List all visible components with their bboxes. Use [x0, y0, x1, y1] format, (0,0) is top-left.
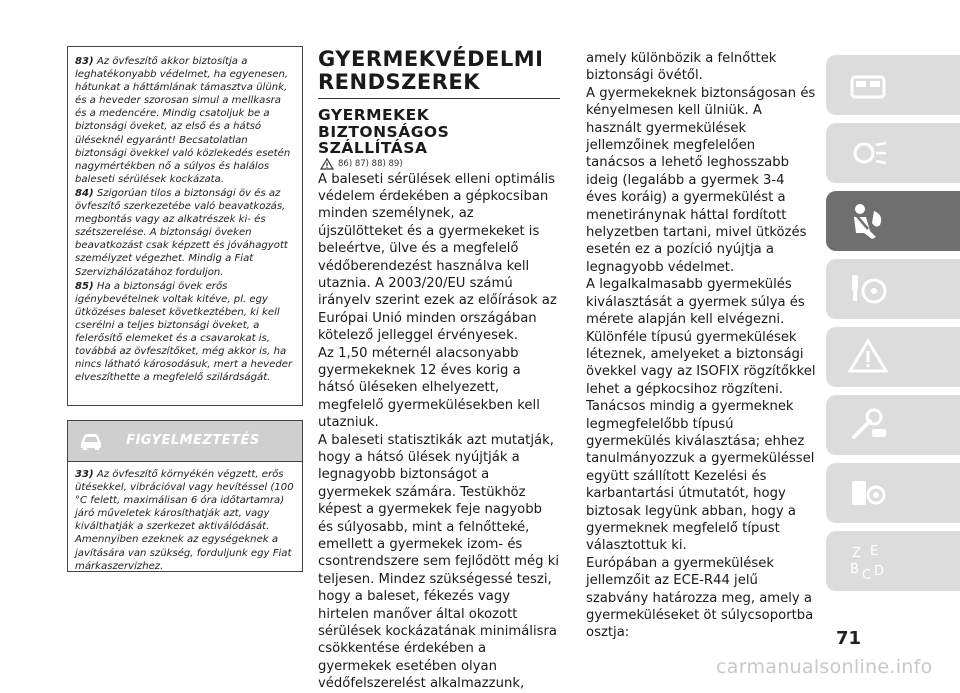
warning-text: Szigorúan tilos a biztonsági öv és az övfeszítő szerkezetébe való beavatkozás, megbontás vagy az alkatrészek ki- és szétszerelése. A biztonsági öveken beavatkozást csak képzett és jóváhagyott személyzet végezhet. Mindig a Fiat Szervizhálózatához forduljon.: [75, 187, 288, 278]
warning-triangle-icon: [846, 335, 890, 379]
warning-number: 84): [75, 187, 94, 199]
paragraph: amely különbözik a felnőttek biztonsági övétől.: [586, 51, 777, 84]
paragraph: Az 1,50 méternél alacsonyabb gyermekeknek 12 éves korig a hátsó üléseken elhelyezett, megfelelő gyermekülésekben kell utazniuk.: [318, 345, 540, 431]
tab-dashboard[interactable]: [826, 55, 960, 115]
right-column: [586, 50, 818, 642]
svg-text:D: D: [874, 564, 885, 579]
paragraph: A gyermekeknek biztonságosan és kényelmesen kell ülniük. A használt gyermekülések jellemzőinek megfelelően tanácsos a lehető leghosszabb ideig (legalább a gyermek 3-4 éves koráig) a gyermekülést a menetiránynak háttal fordított helyzetben tartani, mivel ütközés esetén ez a pozíció nyújtja a legnagyobb védelmet.: [586, 85, 816, 275]
reference-numbers: 86) 87) 88) 89): [338, 158, 403, 169]
alphabet-index-icon: [846, 539, 890, 583]
note-text: Az övfeszítő környékén végzett, erős ütésekkel, vibrációval vagy hevítéssel (100 °C felett, maximálisan 6 óra időtartamra) járó műveletek károsíthatják azt, vagy kiválthatják a szerkezet aktiválódását. Amennyiben ezeknek az egységeknek a javítására van szükség, forduljunk egy Fiat márkaszervizhez.: [75, 469, 294, 572]
note-number: 33): [75, 469, 94, 480]
paragraph: A baleseti statisztikák azt mutatják, hogy a hátsó ülések nyújtják a legnagyobb biztonságot a gyermekek számára. Testükhöz képest a gyermekek feje nagyobb és súlyosabb, mint a felnőtteké, emellett a gyermekek izom- és csontrendszere sem fejlődött még ki teljesen. Mindez szükségessé teszi, hogy a baleset, fékezés vagy hirtelen manőver által okozott sérülések kockázatának minimálisra csökkentése érdekében a gyermekek esetében olyan védőfelszerelést alkalmazzunk,: [318, 432, 560, 692]
watermark: carmanualsonline.info: [716, 656, 933, 678]
car-dashboard-icon: [846, 63, 890, 107]
paragraph: A baleseti sérülések elleni optimális védelem érdekében a gépkocsiban minden személynek, az újszülötteket és a gyermekeket is beleértve, ülve és a megfelelő védőberendezést használva kell utaznia. A 2003/20/EU számú irányelv szerint ezek az előírások az Európai Unió minden országában kötelező jelleggel érvényesek.: [318, 171, 557, 344]
tab-maintenance[interactable]: [826, 395, 960, 455]
paragraph: Európában a gyermekülések jellemzőit az ECE-R44 jelű szabvány határozza meg, amely a gyermeküléseket öt súlycsoportba osztja:: [586, 555, 814, 641]
section-title-line: GYERMEKVÉDELMI: [318, 47, 544, 71]
tab-index[interactable]: [826, 531, 960, 591]
warning-item: [75, 280, 295, 385]
warning-number: 85): [75, 280, 94, 292]
note-body: [68, 462, 302, 579]
warning-item: [75, 187, 295, 279]
tab-lights[interactable]: [826, 123, 960, 183]
page-number: 71: [836, 628, 862, 649]
body-text: [318, 171, 560, 693]
tab-technical-data[interactable]: [826, 463, 960, 523]
fuel-gear-icon: [846, 471, 890, 515]
note-box: [67, 420, 303, 572]
note-header: [68, 421, 302, 462]
wrench-car-icon: [846, 403, 890, 447]
middle-column: [318, 48, 560, 693]
car-info-icon: [68, 431, 114, 451]
warning-text: Az övfeszítő akkor biztosítja a leghatékonyabb védelmet, ha egyenesen, hátunkat a háttámlának támasztva ülünk, és a heveder szorosan simul a mellkasra és a medencére. Mindig csatoljuk be a biztonsági öveket, az első és a hátsó üléseknél egyaránt! Becsatolatlan biztonsági övekkel való közlekedés esetén nagymértékben nő a súlyos és halálos baleseti sérülések kockázata.: [75, 56, 291, 185]
tab-safety[interactable]: [826, 191, 960, 251]
subsection-title: [318, 107, 560, 157]
key-steering-icon: [846, 267, 890, 311]
chapter-tabs: [826, 55, 960, 599]
warnings-box: [67, 46, 303, 406]
warning-item: [75, 55, 295, 186]
title-divider: [318, 98, 560, 99]
svg-text:Z: Z: [852, 546, 861, 561]
svg-text:E: E: [870, 544, 879, 559]
warning-number: 83): [75, 56, 94, 67]
paragraph: Tanácsos mindig a gyermeknek legmegfelelőbb típusú gyermekülés kiválasztása; ehhez tanulmányozzuk a gyermeküléssel együtt szállított Kezelési és karbantartási útmutatót, hogy biztosak legyünk abban, hogy a gyermeknek megfelelő típust választottuk ki.: [586, 399, 815, 554]
subsection-title-line: SZÁLLÍTÁSA: [318, 139, 428, 157]
section-title: [318, 48, 560, 94]
warning-text: Ha a biztonsági övek erős igénybevételnek voltak kitéve, pl. egy ütközéses baleset következtében, ki kell cserélni a teljes biztonsági öveket, a felerősítő elemeket és a csavarokat is, továbbá az övfeszítőket, még akkor is, ha nincs látható károsodásuk, mert a heveder elveszíthette a megfelelő szilárdságát.: [75, 280, 293, 384]
svg-text:B: B: [850, 562, 859, 577]
subsection-title-line: BIZTONSÁGOS: [318, 122, 450, 141]
subsection-title-line: GYERMEKEK: [318, 106, 430, 124]
warning-triangle-icon: [320, 158, 334, 173]
note-title: FIGYELMEZTETÉS: [126, 433, 260, 449]
paragraph: A legalkalmasabb gyermekülés kiválasztását a gyermek súlya és mérete alapján kell elvégezni. Különféle típusú gyermekülések léteznek, amelyeket a biztonsági övekkel vagy az ISOFIX rögzítőkkel lehet a gépkocsihoz rögzíteni.: [586, 277, 816, 397]
svg-text:C: C: [862, 568, 872, 583]
tab-emergency[interactable]: [826, 327, 960, 387]
tab-starting-driving[interactable]: [826, 259, 960, 319]
airbag-seatbelt-icon: [846, 199, 890, 243]
warning-references: [338, 159, 560, 169]
car-lights-icon: [846, 131, 890, 175]
section-title-line: RENDSZEREK: [318, 70, 481, 94]
